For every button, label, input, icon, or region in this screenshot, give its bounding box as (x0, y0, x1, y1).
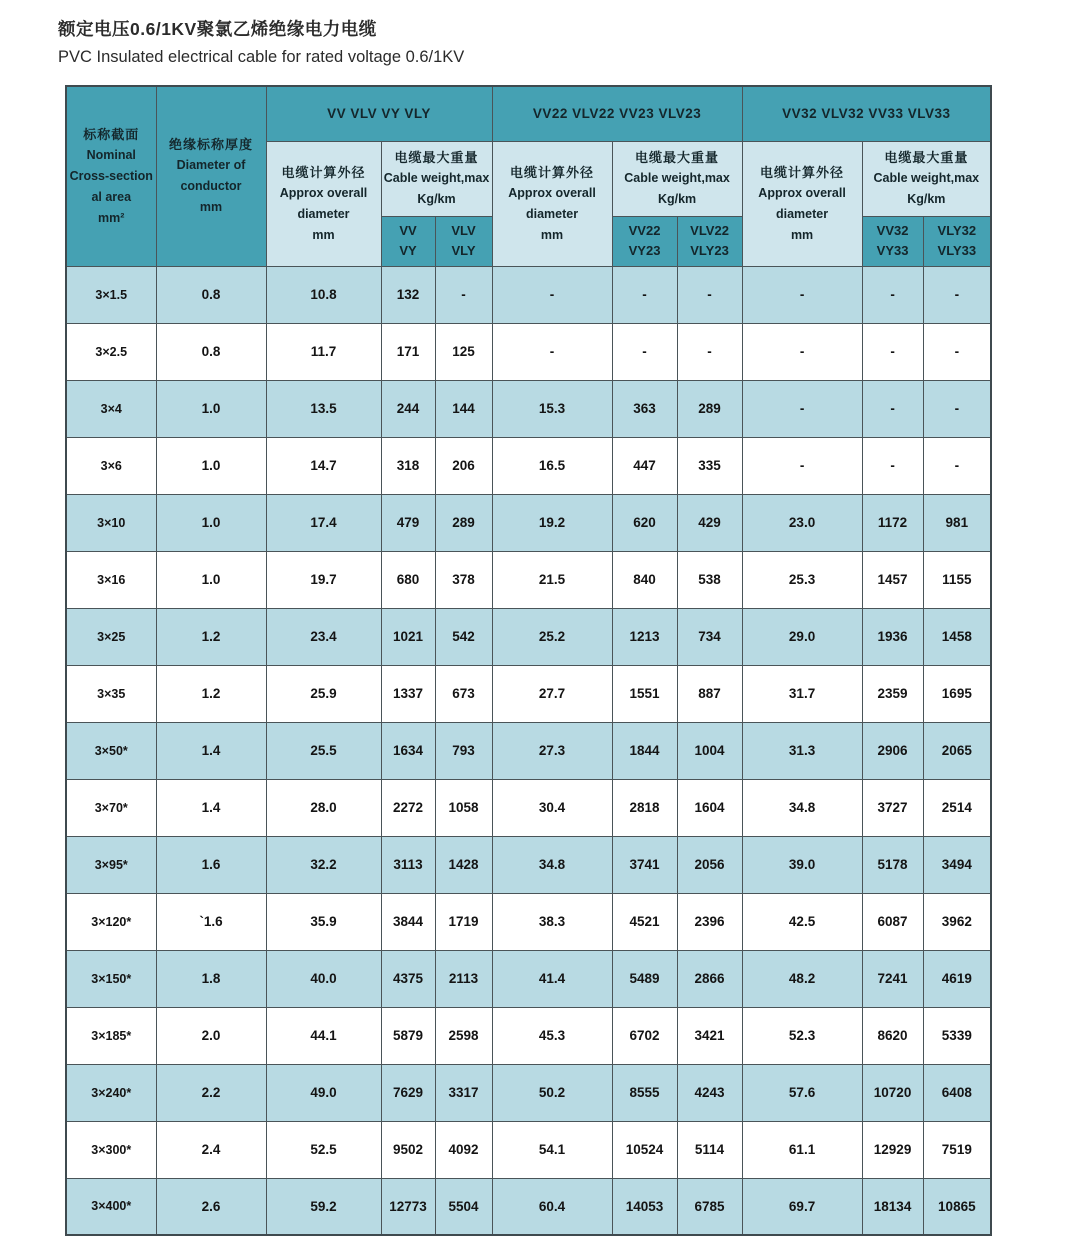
header-g2-diameter (492, 141, 612, 266)
table-row (66, 1178, 991, 1235)
value-cell: 40.0 (266, 950, 381, 1007)
header-line: VLY33 (937, 243, 977, 258)
header-line: Approx overall (758, 185, 846, 200)
header-sub-vv22-vy23 (612, 216, 677, 266)
value-cell: 45.3 (492, 1007, 612, 1064)
header-sub-vlv-vly (435, 216, 492, 266)
value-cell: 49.0 (266, 1064, 381, 1121)
size-cell: 3×185* (66, 1007, 156, 1064)
table-row (66, 722, 991, 779)
value-cell: 2396 (677, 893, 742, 950)
header-line: conductor (180, 179, 242, 194)
value-cell: 35.9 (266, 893, 381, 950)
value-cell: 244 (381, 380, 435, 437)
header-g3-diameter (742, 141, 862, 266)
value-cell: 2.0 (156, 1007, 266, 1064)
value-cell: 1428 (435, 836, 492, 893)
value-cell: 52.3 (742, 1007, 862, 1064)
value-cell: 429 (677, 494, 742, 551)
value-cell: 9502 (381, 1121, 435, 1178)
value-cell: 3741 (612, 836, 677, 893)
table-row (66, 950, 991, 1007)
value-cell: 10720 (862, 1064, 923, 1121)
value-cell: 16.5 (492, 437, 612, 494)
header-line: mm (199, 200, 223, 215)
header-line: VV (399, 223, 417, 238)
table-row (66, 779, 991, 836)
header-line: VY (399, 243, 417, 258)
value-cell: 5178 (862, 836, 923, 893)
value-cell: 6785 (677, 1178, 742, 1235)
value-cell: 34.8 (492, 836, 612, 893)
value-cell: 171 (381, 323, 435, 380)
header-line: Approx overall (279, 185, 368, 200)
value-cell: 1021 (381, 608, 435, 665)
value-cell: 17.4 (266, 494, 381, 551)
value-cell: 3962 (923, 893, 991, 950)
value-cell: 13.5 (266, 380, 381, 437)
value-cell: 2866 (677, 950, 742, 1007)
value-cell: 1.0 (156, 494, 266, 551)
table-row (66, 665, 991, 722)
value-cell: 289 (677, 380, 742, 437)
header-sub-vlv22-vly23 (677, 216, 742, 266)
value-cell: - (612, 266, 677, 323)
value-cell: - (677, 266, 742, 323)
value-cell: 8555 (612, 1064, 677, 1121)
value-cell: 54.1 (492, 1121, 612, 1178)
value-cell: 28.0 (266, 779, 381, 836)
value-cell: 538 (677, 551, 742, 608)
value-cell: 7519 (923, 1121, 991, 1178)
header-line: VLV (451, 223, 476, 238)
value-cell: 52.5 (266, 1121, 381, 1178)
title-chinese: 额定电压0.6/1KV聚氯乙烯绝缘电力电缆 (58, 19, 377, 39)
value-cell: - (862, 437, 923, 494)
value-cell: 34.8 (742, 779, 862, 836)
value-cell: - (742, 380, 862, 437)
value-cell: 30.4 (492, 779, 612, 836)
value-cell: 1058 (435, 779, 492, 836)
header-nominal-cross-section (66, 86, 156, 266)
value-cell: 1719 (435, 893, 492, 950)
value-cell: 23.0 (742, 494, 862, 551)
value-cell: 12929 (862, 1121, 923, 1178)
header-line: 电缆计算外径 (760, 164, 845, 180)
table-row (66, 1121, 991, 1178)
header-g3-weight (862, 141, 991, 216)
value-cell: 29.0 (742, 608, 862, 665)
value-cell: 1.2 (156, 665, 266, 722)
header-line: Diameter of (176, 158, 246, 173)
value-cell: 6702 (612, 1007, 677, 1064)
value-cell: 2.6 (156, 1178, 266, 1235)
size-cell: 3×400* (66, 1178, 156, 1235)
value-cell: - (612, 323, 677, 380)
size-cell: 3×120* (66, 893, 156, 950)
value-cell: 1695 (923, 665, 991, 722)
value-cell: 4092 (435, 1121, 492, 1178)
value-cell: - (742, 266, 862, 323)
value-cell: 1.6 (156, 836, 266, 893)
value-cell: 5504 (435, 1178, 492, 1235)
value-cell: 3421 (677, 1007, 742, 1064)
value-cell: 3113 (381, 836, 435, 893)
value-cell: - (742, 323, 862, 380)
value-cell: 378 (435, 551, 492, 608)
value-cell: 2113 (435, 950, 492, 1007)
header-line: Cable weight,max (873, 171, 980, 185)
header-g1-weight (381, 141, 492, 216)
value-cell: 6408 (923, 1064, 991, 1121)
value-cell: 60.4 (492, 1178, 612, 1235)
value-cell: 10524 (612, 1121, 677, 1178)
header-line: mm (790, 227, 814, 242)
table-row (66, 836, 991, 893)
header-conductor-diameter (156, 86, 266, 266)
header-group-vv: VV VLV VY VLY (266, 86, 492, 141)
value-cell: 2.4 (156, 1121, 266, 1178)
value-cell: 25.2 (492, 608, 612, 665)
value-cell: `1.6 (156, 893, 266, 950)
value-cell: 31.7 (742, 665, 862, 722)
header-line: Nominal (86, 147, 136, 162)
header-line: VV32 (876, 223, 909, 238)
value-cell: 59.2 (266, 1178, 381, 1235)
value-cell: 335 (677, 437, 742, 494)
value-cell: 25.5 (266, 722, 381, 779)
header-line: VY23 (628, 243, 661, 258)
table-row (66, 1064, 991, 1121)
value-cell: 1634 (381, 722, 435, 779)
value-cell: 12773 (381, 1178, 435, 1235)
value-cell: 31.3 (742, 722, 862, 779)
header-line: diameter (297, 206, 350, 221)
header-line: 电缆最大重量 (635, 150, 720, 165)
value-cell: 39.0 (742, 836, 862, 893)
value-cell: 1.2 (156, 608, 266, 665)
value-cell: 2818 (612, 779, 677, 836)
header-line: 标称截面 (83, 126, 140, 142)
header-line: Kg/km (657, 192, 697, 206)
value-cell: 7629 (381, 1064, 435, 1121)
value-cell: 1004 (677, 722, 742, 779)
value-cell: 7241 (862, 950, 923, 1007)
table-row (66, 323, 991, 380)
size-cell: 3×16 (66, 551, 156, 608)
size-cell: 3×70* (66, 779, 156, 836)
size-cell: 3×10 (66, 494, 156, 551)
header-line: VLY (451, 243, 476, 258)
value-cell: 69.7 (742, 1178, 862, 1235)
table-body (66, 266, 991, 1235)
size-cell: 3×6 (66, 437, 156, 494)
value-cell: 23.4 (266, 608, 381, 665)
value-cell: 363 (612, 380, 677, 437)
header-line: mm² (98, 210, 125, 225)
value-cell: 840 (612, 551, 677, 608)
value-cell: 18134 (862, 1178, 923, 1235)
value-cell: 0.8 (156, 266, 266, 323)
value-cell: 734 (677, 608, 742, 665)
value-cell: 1.0 (156, 437, 266, 494)
value-cell: 50.2 (492, 1064, 612, 1121)
value-cell: 1172 (862, 494, 923, 551)
table-row (66, 893, 991, 950)
value-cell: - (742, 437, 862, 494)
value-cell: - (862, 380, 923, 437)
value-cell: - (862, 323, 923, 380)
header-line: Approx overall (508, 185, 596, 200)
value-cell: 144 (435, 380, 492, 437)
value-cell: 44.1 (266, 1007, 381, 1064)
value-cell: 0.8 (156, 323, 266, 380)
header-line: Kg/km (907, 192, 946, 206)
header-line: 电缆最大重量 (884, 150, 969, 165)
table-row (66, 266, 991, 323)
value-cell: 2359 (862, 665, 923, 722)
value-cell: 887 (677, 665, 742, 722)
value-cell: 981 (923, 494, 991, 551)
value-cell: 479 (381, 494, 435, 551)
value-cell: 1457 (862, 551, 923, 608)
value-cell: 11.7 (266, 323, 381, 380)
table-row (66, 380, 991, 437)
value-cell: 25.3 (742, 551, 862, 608)
value-cell: 1213 (612, 608, 677, 665)
header-line: VLY23 (690, 243, 729, 258)
value-cell: 48.2 (742, 950, 862, 1007)
value-cell: 4521 (612, 893, 677, 950)
value-cell: - (677, 323, 742, 380)
size-cell: 3×240* (66, 1064, 156, 1121)
value-cell: 1.0 (156, 551, 266, 608)
value-cell: 680 (381, 551, 435, 608)
header-line: VV22 (628, 223, 661, 238)
value-cell: 4375 (381, 950, 435, 1007)
value-cell: 1604 (677, 779, 742, 836)
value-cell: 19.7 (266, 551, 381, 608)
header-line: VLY32 (937, 223, 977, 238)
value-cell: - (492, 266, 612, 323)
value-cell: 10865 (923, 1178, 991, 1235)
value-cell: 620 (612, 494, 677, 551)
value-cell: - (923, 323, 991, 380)
value-cell: - (923, 437, 991, 494)
value-cell: 38.3 (492, 893, 612, 950)
header-line: al area (91, 189, 132, 204)
value-cell: 1551 (612, 665, 677, 722)
value-cell: 1.4 (156, 779, 266, 836)
value-cell: - (492, 323, 612, 380)
header-line: 电缆最大重量 (394, 150, 479, 165)
header-line: 电缆计算外径 (510, 164, 595, 180)
header-g2-weight (612, 141, 742, 216)
value-cell: 3727 (862, 779, 923, 836)
value-cell: 1936 (862, 608, 923, 665)
header-line: Cross-section (69, 168, 153, 183)
header-sub-vly32-vly33 (923, 216, 991, 266)
header-line: 电缆计算外径 (281, 164, 366, 180)
value-cell: 2272 (381, 779, 435, 836)
value-cell: 1.4 (156, 722, 266, 779)
value-cell: - (923, 380, 991, 437)
value-cell: 41.4 (492, 950, 612, 1007)
value-cell: 318 (381, 437, 435, 494)
value-cell: 10.8 (266, 266, 381, 323)
header-line: mm (540, 227, 564, 242)
value-cell: 5339 (923, 1007, 991, 1064)
header-line: Cable weight,max (383, 171, 490, 185)
value-cell: 125 (435, 323, 492, 380)
cable-spec-table (65, 85, 992, 1236)
table-header (66, 86, 991, 266)
size-cell: 3×25 (66, 608, 156, 665)
size-cell: 3×50* (66, 722, 156, 779)
table-row (66, 608, 991, 665)
value-cell: 3317 (435, 1064, 492, 1121)
value-cell: 3844 (381, 893, 435, 950)
value-cell: 1.0 (156, 380, 266, 437)
header-sub-vv-vy (381, 216, 435, 266)
value-cell: 673 (435, 665, 492, 722)
size-cell: 3×150* (66, 950, 156, 1007)
header-g1-diameter (266, 141, 381, 266)
value-cell: 5114 (677, 1121, 742, 1178)
value-cell: 32.2 (266, 836, 381, 893)
header-line: VY33 (876, 243, 909, 258)
size-cell: 3×300* (66, 1121, 156, 1178)
value-cell: 21.5 (492, 551, 612, 608)
size-cell: 3×2.5 (66, 323, 156, 380)
header-line: mm (312, 227, 335, 242)
header-line: Cable weight,max (624, 171, 730, 185)
value-cell: 8620 (862, 1007, 923, 1064)
value-cell: 25.9 (266, 665, 381, 722)
value-cell: 2.2 (156, 1064, 266, 1121)
value-cell: 289 (435, 494, 492, 551)
header-line: diameter (525, 206, 579, 221)
header-line: 绝缘标称厚度 (168, 137, 253, 153)
value-cell: 5879 (381, 1007, 435, 1064)
title-english: PVC Insulated electrical cable for rated voltage 0.6/1KV (58, 48, 465, 66)
value-cell: 132 (381, 266, 435, 323)
value-cell: 2065 (923, 722, 991, 779)
header-line: Kg/km (417, 192, 456, 206)
header-line: VLV22 (690, 223, 729, 238)
value-cell: 447 (612, 437, 677, 494)
header-group-vv32: VV32 VLV32 VV33 VLV33 (742, 86, 991, 141)
size-cell: 3×35 (66, 665, 156, 722)
value-cell: 2514 (923, 779, 991, 836)
table-row (66, 437, 991, 494)
value-cell: 4243 (677, 1064, 742, 1121)
value-cell: 42.5 (742, 893, 862, 950)
value-cell: - (862, 266, 923, 323)
value-cell: 2056 (677, 836, 742, 893)
value-cell: 15.3 (492, 380, 612, 437)
value-cell: 2906 (862, 722, 923, 779)
value-cell: 1458 (923, 608, 991, 665)
size-cell: 3×95* (66, 836, 156, 893)
value-cell: 1155 (923, 551, 991, 608)
size-cell: 3×1.5 (66, 266, 156, 323)
table-row (66, 1007, 991, 1064)
value-cell: 61.1 (742, 1121, 862, 1178)
value-cell: 57.6 (742, 1064, 862, 1121)
value-cell: 6087 (862, 893, 923, 950)
value-cell: 27.3 (492, 722, 612, 779)
header-line: diameter (776, 206, 829, 221)
value-cell: 5489 (612, 950, 677, 1007)
header-sub-vv32-vy33 (862, 216, 923, 266)
value-cell: 14.7 (266, 437, 381, 494)
value-cell: - (435, 266, 492, 323)
value-cell: 542 (435, 608, 492, 665)
value-cell: 27.7 (492, 665, 612, 722)
value-cell: 1844 (612, 722, 677, 779)
value-cell: 2598 (435, 1007, 492, 1064)
value-cell: - (923, 266, 991, 323)
value-cell: 14053 (612, 1178, 677, 1235)
header-group-vv22: VV22 VLV22 VV23 VLV23 (492, 86, 742, 141)
size-cell: 3×4 (66, 380, 156, 437)
value-cell: 3494 (923, 836, 991, 893)
value-cell: 206 (435, 437, 492, 494)
value-cell: 4619 (923, 950, 991, 1007)
value-cell: 19.2 (492, 494, 612, 551)
value-cell: 793 (435, 722, 492, 779)
table-row (66, 551, 991, 608)
value-cell: 1.8 (156, 950, 266, 1007)
table-row (66, 494, 991, 551)
value-cell: 1337 (381, 665, 435, 722)
